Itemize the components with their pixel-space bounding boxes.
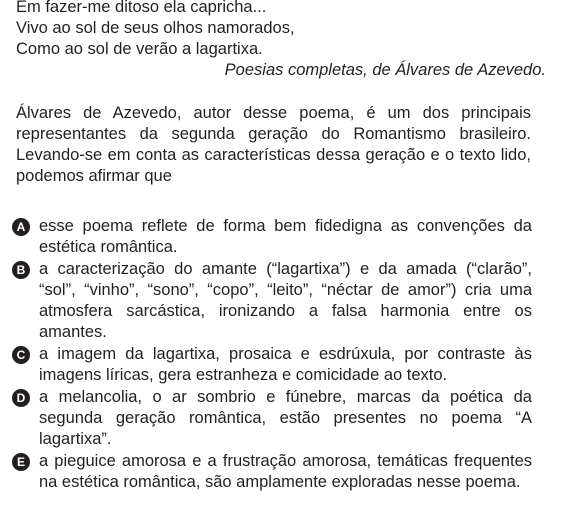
poem-line: Vivo ao sol de seus olhos namorados,: [16, 19, 295, 37]
poem-line: Como ao sol de verão a lagartixa.: [16, 40, 263, 58]
option-b[interactable]: [12, 259, 532, 343]
option-d[interactable]: [12, 387, 532, 450]
poem-attribution: Poesias completas, de Álvares de Azevedo.: [224, 61, 546, 79]
option-text: a pieguice amorosa e a frustração amorosa, temáticas frequentes na estética romântica, são amplamente exploradas nesse poema.: [39, 452, 532, 491]
poem-excerpt: [16, 0, 546, 81]
answer-options: [12, 216, 532, 494]
option-e[interactable]: [12, 451, 532, 493]
option-letter-badge: B: [12, 261, 30, 279]
question-stem: Álvares de Azevedo, autor desse poema, é um dos principais representantes da segunda geração do Romantismo brasileiro. Levando-se em conta as características dessa geração e o texto lido, podemos afirmar que: [16, 104, 531, 185]
option-a[interactable]: [12, 216, 532, 258]
poem-line: Em fazer-me ditoso ela capricha...: [16, 0, 267, 16]
option-text: a caracterização do amante (“lagartixa”) e da amada (“clarão”, “sol”, “vinho”, “sono”, “copo”, “leito”, “néctar de amor”) cria uma atmosfera sarcástica, ironizando a falsa harmonia entre os amantes.: [39, 260, 532, 341]
option-letter-badge: A: [12, 218, 30, 236]
option-text: a melancolia, o ar sombrio e fúnebre, marcas da poética da segunda geração romântica, estão presentes no poema “A lagartixa”.: [39, 388, 532, 448]
option-letter-badge: E: [12, 453, 30, 471]
option-text: a imagem da lagartixa, prosaica e esdrúxula, por contraste às imagens líricas, gera estranheza e comicidade ao texto.: [39, 345, 532, 384]
option-letter-badge: C: [12, 346, 30, 364]
option-text: esse poema reflete de forma bem fidedigna as convenções da estética romântica.: [39, 217, 532, 256]
option-letter-badge: D: [12, 389, 30, 407]
option-c[interactable]: [12, 344, 532, 386]
